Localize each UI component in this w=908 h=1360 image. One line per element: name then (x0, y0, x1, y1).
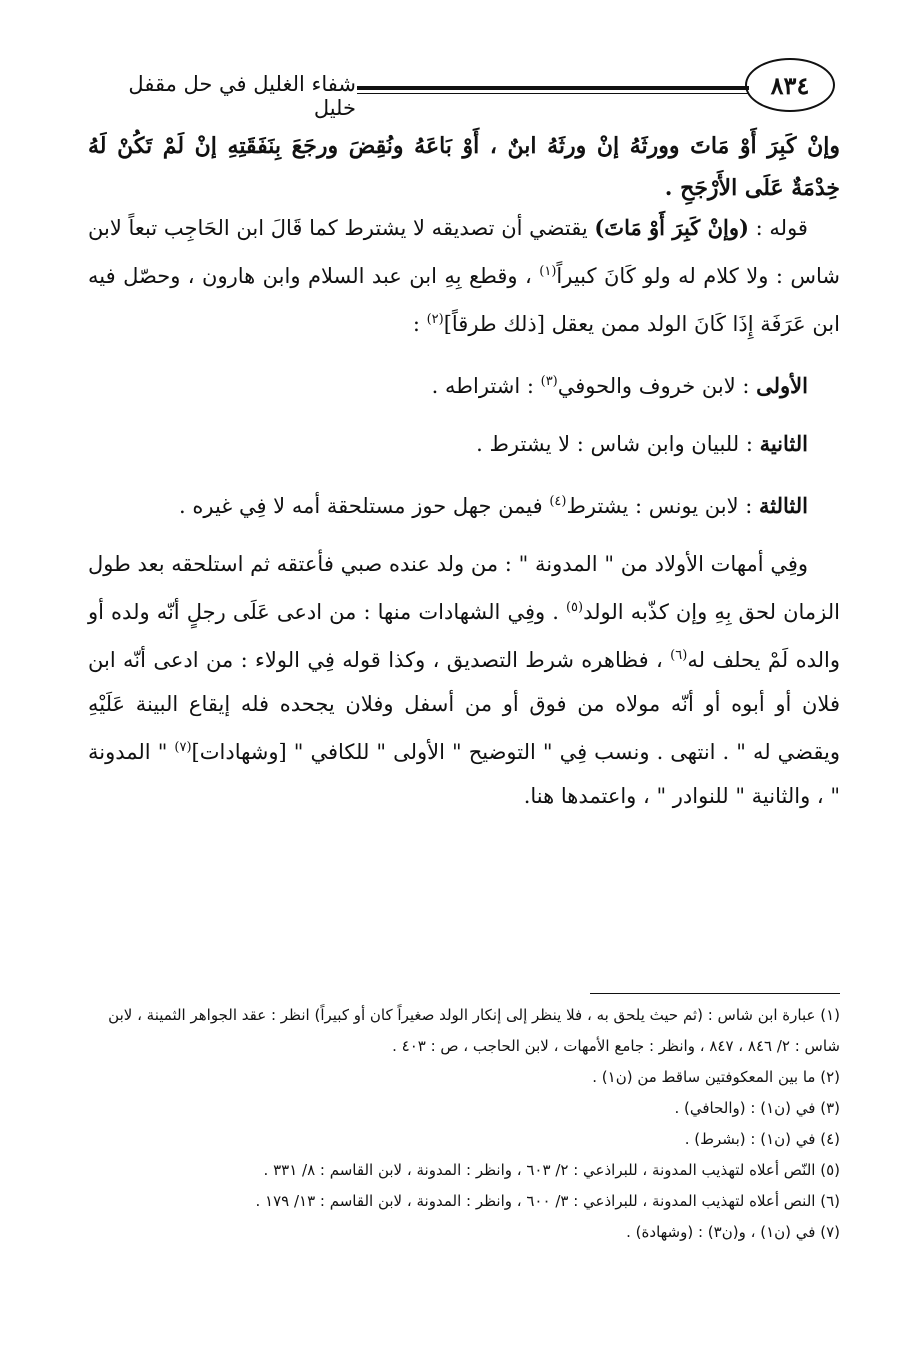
para2-text-2: . وفِي الشهادات منها : من ادعى عَلَى رجلٍ أنّه ولده أو والده لَمْ يحلف له (88, 600, 840, 672)
opinion-text: : لابن يونس : يشترط (566, 494, 760, 518)
opinion-label: الأولى (756, 373, 808, 398)
commentary-paragraph-2 (88, 542, 840, 818)
para2-text-3: ، فظاهره شرط التصديق ، وكذا قوله فِي الولاء : من ادعى أنّه ابن فلان أو أبوه أو أنّه مولاه من فوق أو من أسفل وفلان يجحده فله إيقاع البينة عَلَيْهِ ويقضي له " . انتهى . ونسب فِي " التوضيح " الأولى " للكافي " [وشهادات] (88, 648, 840, 764)
footnote-ref-2[interactable]: (٢) (426, 312, 444, 327)
opinion-label: الثانية (759, 431, 808, 456)
intro-text-2: ، وقطع بِهِ ابن عبد السلام وابن هارون ، وحصّل فيه ابن عَرَفَة إِذَا كَانَ الولد ممن يعقل [ذلك طرقاً] (88, 264, 840, 336)
opinion-label: الثالثة (759, 493, 808, 518)
opinion-text: : لابن خروف والحوفي (557, 374, 757, 398)
page-number: ٨٣٤ (745, 58, 835, 112)
footnote-2: (٢) ما بين المعكوفتين ساقط من (ن١) . (592, 1068, 840, 1086)
intro-text-1: يقتضي أن تصديقه لا يشترط كما قَالَ ابن الحَاجِب تبعاً لابن شاس : ولا كلام له ولو كَانَ كبيراً (88, 216, 840, 288)
opinion-text-end: فيمن جهل حوز مستلحقة أمه لا فِي غيره . (179, 494, 550, 518)
footnote-ref-4[interactable]: (٤) (549, 494, 567, 509)
header-rule (357, 86, 749, 90)
intro-lead: قوله : (748, 216, 808, 240)
footnotes (88, 1000, 840, 1248)
quoted-matn: (وإنْ كَبِرَ أَوْ مَاتَ) (594, 215, 749, 240)
footnote-ref-5[interactable]: (٥) (565, 600, 584, 615)
para2-text-1: وفِي أمهات الأولاد من " المدونة " : من ولد عنده صبي فأعتقه ثم استلحقه بعد طول الزمان لحق بِهِ وإن كذّبه الولد (88, 552, 840, 624)
opinion-text-end: : اشتراطه . (431, 374, 541, 398)
book-title: شفاء الغليل في حل مقفل خليل (128, 72, 356, 120)
footnote-ref-1[interactable]: (١) (539, 264, 557, 279)
para2-text-4: " المدونة " ، والثانية " للنوادر " ، واعتمدها هنا. (88, 740, 840, 808)
intro-text-3: : (412, 312, 427, 336)
footnote-4: (٤) في (ن١) : (بشرط) . (684, 1130, 840, 1148)
footnote-ref-7[interactable]: (٧) (174, 740, 192, 755)
opinion-third (88, 480, 808, 528)
footnote-6: (٦) النص أعلاه لتهذيب المدونة ، للبراذعي : ٣/ ٦٠٠ ، وانظر : المدونة ، لابن القاسم : ١٣/ ١٧٩ . (255, 1192, 840, 1210)
footnote-separator (590, 993, 840, 994)
opinion-first (88, 360, 808, 408)
footnote-7: (٧) في (ن١) ، و(ن٣) : (وشهادة) . (626, 1223, 840, 1241)
commentary-intro (88, 206, 840, 346)
footnote-1: (١) عبارة ابن شاس : (ثم حيث يلحق به ، فلا ينظر إلى إنكار الولد صغيراً كان أو كبيراً) انظر : عقد الجواهر الثمينة ، لابن شاس : ٢/ ٨٤٦ ، ٨٤٧ ، وانظر : جامع الأمهات ، لابن الحاجب ، ص : ٤٠٣ . (108, 1006, 840, 1055)
footnote-5: (٥) النّص أعلاه لتهذيب المدونة ، للبراذعي : ٢/ ٦٠٣ ، وانظر : المدونة ، لابن القاسم : ٨/ ٣٣١ . (263, 1161, 840, 1179)
footnote-ref-3[interactable]: (٣) (540, 374, 558, 389)
footnote-3: (٣) في (ن١) : (والحافي) . (674, 1099, 840, 1117)
opinion-second (88, 422, 808, 466)
opinion-text: : للبيان وابن شاس : لا يشترط . (476, 432, 760, 456)
commentary (88, 206, 840, 818)
footnote-ref-6[interactable]: (٦) (670, 648, 688, 663)
header-rule-thin (357, 93, 749, 94)
matn-text: وإنْ كَبِرَ أَوْ مَاتَ وورثَهُ إنْ ورثَهُ ابنٌ ، أَوْ بَاعَهُ ونُقِضَ ورجَعَ بِنَفَقَتِهِ إنْ لَمْ تَكُنْ لَهُ خِدْمَةٌ عَلَى الأَرْجَحِ . (88, 133, 840, 201)
